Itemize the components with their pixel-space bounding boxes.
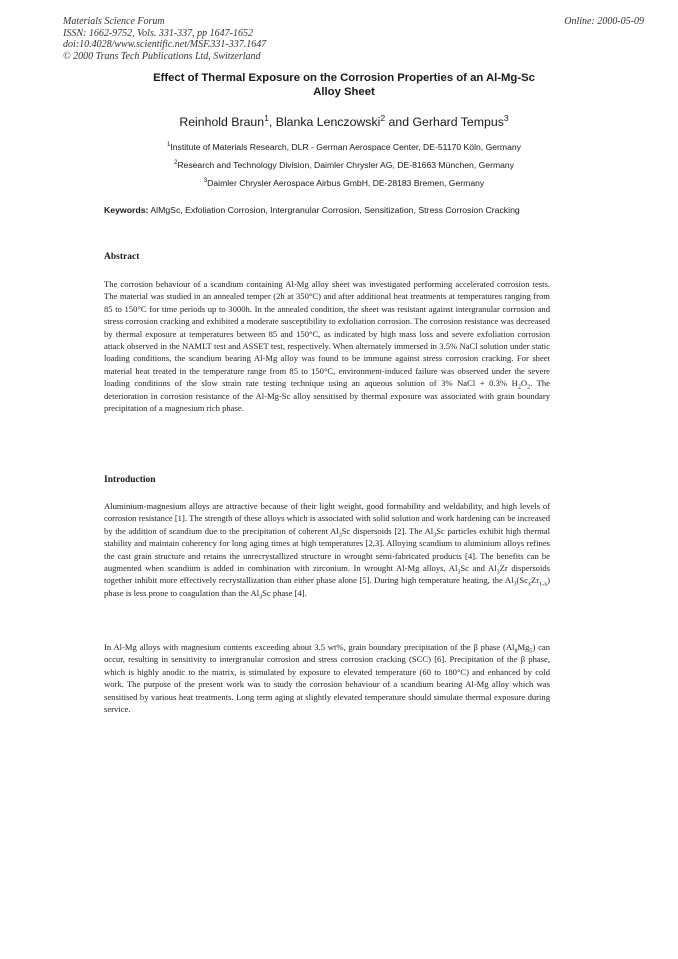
abstract-text: . The deterioration in corrosion resistance of the Al-Mg-Sc alloy sensitised by thermal exposure was associated with grain boundary precipitation of a magnesium rich phase. — [104, 378, 550, 414]
intro-text: Sc and Al — [460, 563, 497, 574]
abstract-heading: Abstract — [104, 252, 140, 262]
subscript: 3 — [496, 569, 500, 576]
intro-text: Mg — [517, 642, 530, 652]
keywords-label: Keywords: — [104, 205, 149, 215]
issn-line: ISSN: 1662-9752, Vols. 331-337, pp 1647-1652 — [63, 27, 253, 39]
intro-text: Zr — [530, 575, 540, 586]
intro-text: Sc phase [4]. — [262, 587, 307, 598]
intro-text: Aluminium-magnesium alloys are attractive because of their light weight, good formability and weldability, and high levels of corrosion resistance [1]. The strength of these alloys which is associated with solid solution and work hardening can be increased by the addition of scandium due to the precipitation of coherent Al — [104, 501, 550, 536]
author-2: Blanka Lenczowski — [275, 115, 381, 129]
author-list — [70, 112, 618, 130]
affiliation-2 — [70, 156, 618, 174]
subscript: 3 — [457, 569, 461, 576]
introduction-heading: Introduction — [104, 475, 156, 485]
abstract-paragraph — [104, 278, 550, 414]
intro-text: Sc dispersoids [2]. The Al — [341, 525, 434, 536]
affiliation-text: Daimler Chrysler Aerospace Airbus GmbH, DE-28183 Bremen, Germany — [207, 178, 485, 188]
subscript: 3 — [433, 532, 437, 539]
affiliations — [70, 138, 618, 192]
affiliation-text: Research and Technology Division, Daimler Chrysler AG, DE-81663 München, Germany — [177, 160, 515, 170]
journal-header — [63, 16, 266, 62]
keywords-text: AlMgSc, Exfoliation Corrosion, Intergranular Corrosion, Sensitization, Stress Corrosion Cracking — [148, 205, 520, 215]
author-3-affil: 3 — [503, 112, 509, 123]
intro-text: ) phase is less prone to coagulation than the Al — [104, 575, 550, 598]
author-1: Reinhold Braun — [179, 115, 265, 129]
title-line-2: Alloy Sheet — [313, 86, 375, 98]
subscript: 8 — [514, 648, 518, 655]
author-separator: and — [385, 115, 413, 129]
keywords — [104, 204, 554, 216]
intro-paragraph-1 — [104, 500, 550, 599]
subscript: 3 — [513, 582, 517, 589]
affiliation-marker: 3 — [203, 178, 208, 185]
intro-paragraph-2 — [104, 641, 550, 715]
author-3: Gerhard Tempus — [412, 115, 504, 129]
affiliation-marker: 1 — [167, 142, 171, 149]
subscript: 3 — [338, 532, 342, 539]
online-date: Online: 2000-05-09 — [564, 16, 644, 27]
affiliation-marker: 2 — [173, 160, 178, 167]
intro-text: In Al-Mg alloys with magnesium contents exceeding about 3.5 wt%, grain boundary precipitation of the β phase (Al — [104, 642, 515, 652]
author-1-affil: 1 — [264, 112, 269, 123]
journal-name: Materials Science Forum — [63, 16, 165, 27]
subscript: 1-x — [539, 582, 548, 589]
paper-title — [70, 71, 618, 99]
affiliation-text: Institute of Materials Research, DLR - German Aerospace Center, DE-51170 Köln, Germany — [170, 142, 521, 152]
intro-text: Zr dispersoids together inhibit more effectively recrystallization than either phase alone [5]. During high temperature heating, the Al — [104, 563, 550, 586]
intro-text: (Sc — [516, 575, 528, 586]
title-line-1: Effect of Thermal Exposure on the Corrosion Properties of an Al-Mg-Sc — [153, 72, 535, 84]
affiliation-3 — [70, 174, 618, 192]
subscript: 5 — [529, 648, 533, 655]
author-2-affil: 2 — [380, 112, 386, 123]
affiliation-1 — [70, 138, 618, 156]
intro-text: ) can occur, resulting in sensitivity to intergranular corrosion and stress corrosion cracking (SCC) [6]. Precipitation of the β phase, which is highly anodic to the matrix, is stimulated by exposure to elevated temperature (60 to 180°C) and enhanced by cold work. The purpose of the present work was to study the corrosion behaviour of a scandium bearing Al-Mg alloy which was sensitised by various heat treatments. Long term aging at slightly elevated temperature should simulate thermal exposure during service. — [104, 642, 550, 715]
subscript: 3 — [259, 594, 263, 601]
abstract-text: The corrosion behaviour of a scandium containing Al-Mg alloy sheet was investigated performing accelerated corrosion tests. The material was studied in an annealed temper (2h at 350°C) and after additional heat treatments at temperatures ranging from 85 to 150°C for time periods up to 3000h. In the annealed condition, the sheet was resistant against intergranular corrosion and stress corrosion cracking and exhibited a moderate susceptibility to exfoliation corrosion. The corrosion resistance was decreased by thermal exposure at temperatures between 85 and 150°C, as indicated by high mass loss and severe exfoliation corrosion attack observed in the NAMLT test and ASSET test, respectively. When alternately immersed in 3.5% NaCl solution under static loading conditions, the scandium bearing Al-Mg alloy was found to be immune against stress corrosion cracking. For sheet material heat treated in the temperature range from 85 to 150°C, environment-induced failure was observed under the severe loading conditions of the slow strain rate testing technique using an aqueous solution of 3% NaCl + 0.3% H — [104, 279, 550, 389]
abstract-text: O — [520, 378, 528, 389]
subscript: 2 — [527, 384, 531, 391]
subscript: 2 — [517, 384, 521, 391]
copyright-line: © 2000 Trans Tech Publications Ltd, Switzerland — [63, 50, 261, 62]
subscript: x — [527, 582, 531, 589]
author-separator: , — [268, 115, 276, 129]
doi-line[interactable]: doi:10.4028/www.scientific.net/MSF.331-337.1647 — [63, 39, 267, 50]
intro-text: Sc particles exhibit high thermal stability and maintain coherency for long aging times at high temperatures [2,3]. Alloying scandium to aluminium alloys refines the cast grain structure and retains the unrecrystallized structure in wrought semi-fabricated products [4]. The benefits can be augmented when scandium is added in combination with zirconium. In wrought Al-Mg alloys, Al — [104, 525, 550, 574]
